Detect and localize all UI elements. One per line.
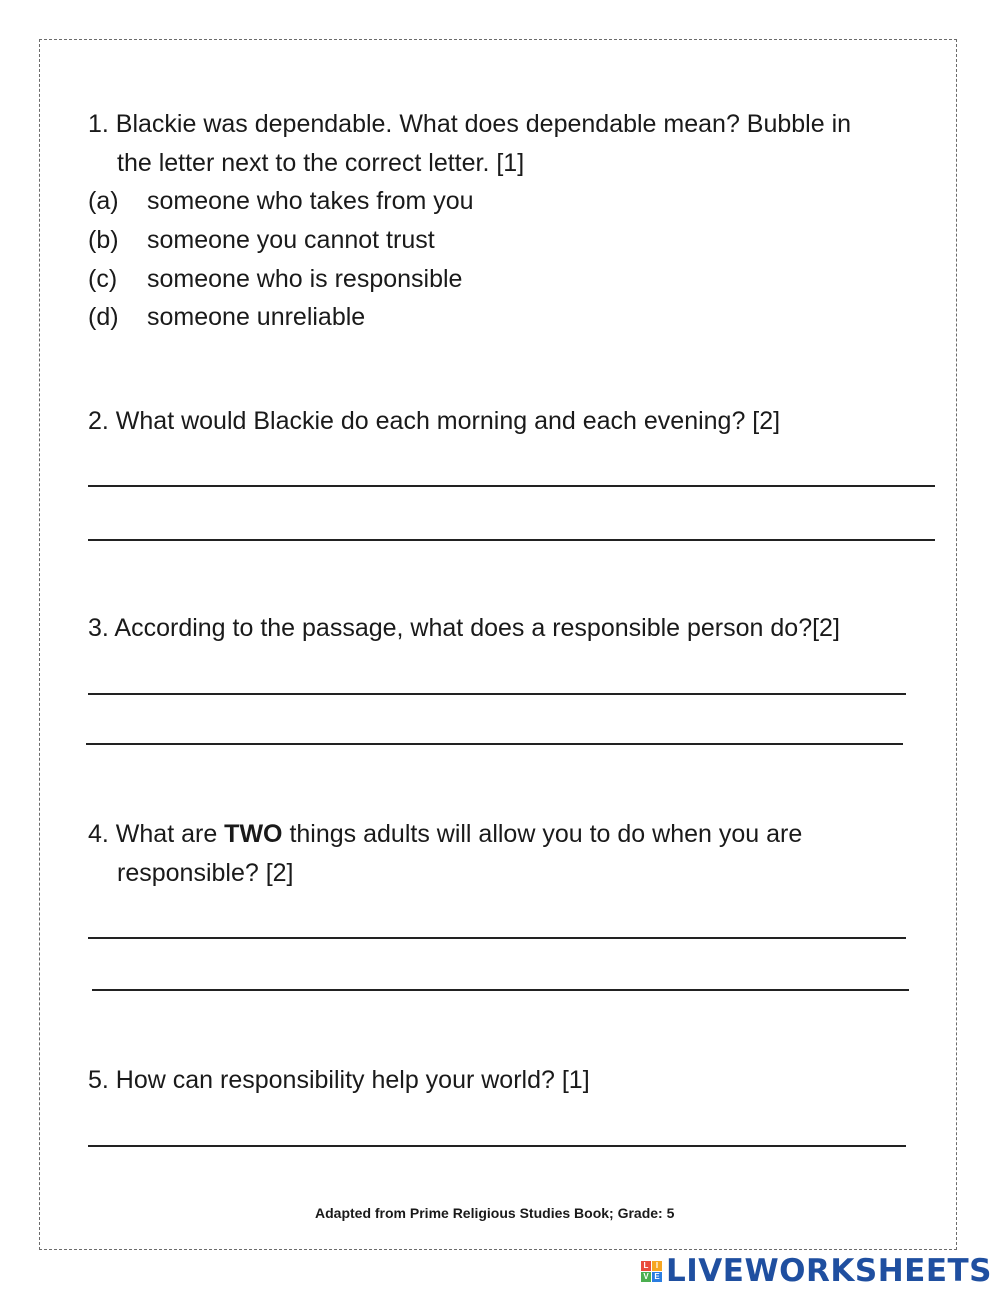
- option-c-letter[interactable]: (c): [88, 265, 118, 293]
- option-c-text[interactable]: someone who is responsible: [147, 265, 463, 293]
- logo-letter-e: E: [652, 1272, 662, 1282]
- liveworksheets-brand[interactable]: [641, 1251, 992, 1291]
- question-1-text: 1. Blackie was dependable. What does dependable mean? Bubble in: [88, 110, 852, 138]
- option-d-letter[interactable]: (d): [88, 303, 119, 331]
- option-a-letter[interactable]: (a): [88, 187, 119, 215]
- answer-line-q3-2[interactable]: [86, 743, 903, 745]
- option-d-text[interactable]: someone unreliable: [147, 303, 366, 331]
- question-4-text: [88, 815, 802, 854]
- question-1-text-continued: the letter next to the correct letter. [1]: [117, 149, 525, 177]
- question-4-emphasis: TWO: [224, 820, 283, 848]
- answer-line-q4-1[interactable]: [88, 937, 906, 939]
- liveworksheets-wordmark: LIVEWORKSHEETS: [666, 1253, 992, 1289]
- question-4-text-continued: responsible? [2]: [117, 859, 294, 887]
- answer-line-q3-1[interactable]: [88, 693, 906, 695]
- question-3-text: 3. According to the passage, what does a responsible person do?[2]: [88, 614, 840, 642]
- question-2-text: 2. What would Blackie do each morning and each evening? [2]: [88, 407, 781, 435]
- option-a-text[interactable]: someone who takes from you: [147, 187, 474, 215]
- answer-line-q4-2[interactable]: [92, 989, 909, 991]
- source-credit: Adapted from Prime Religious Studies Book; Grade: 5: [315, 1205, 675, 1221]
- logo-letter-i: I: [652, 1261, 662, 1271]
- logo-letter-l: L: [641, 1261, 651, 1271]
- option-b-letter[interactable]: (b): [88, 226, 119, 254]
- question-5-text: 5. How can responsibility help your world? [1]: [88, 1066, 590, 1094]
- answer-line-q2-2[interactable]: [88, 539, 935, 541]
- answer-line-q5-1[interactable]: [88, 1145, 906, 1147]
- option-b-text[interactable]: someone you cannot trust: [147, 226, 435, 254]
- question-4-text-start: 4. What are: [88, 820, 225, 848]
- question-4-text-end: things adults will allow you to do when you are: [282, 820, 803, 848]
- answer-line-q2-1[interactable]: [88, 485, 935, 487]
- logo-letter-v: V: [641, 1272, 651, 1282]
- liveworksheets-logo-icon: [641, 1261, 662, 1282]
